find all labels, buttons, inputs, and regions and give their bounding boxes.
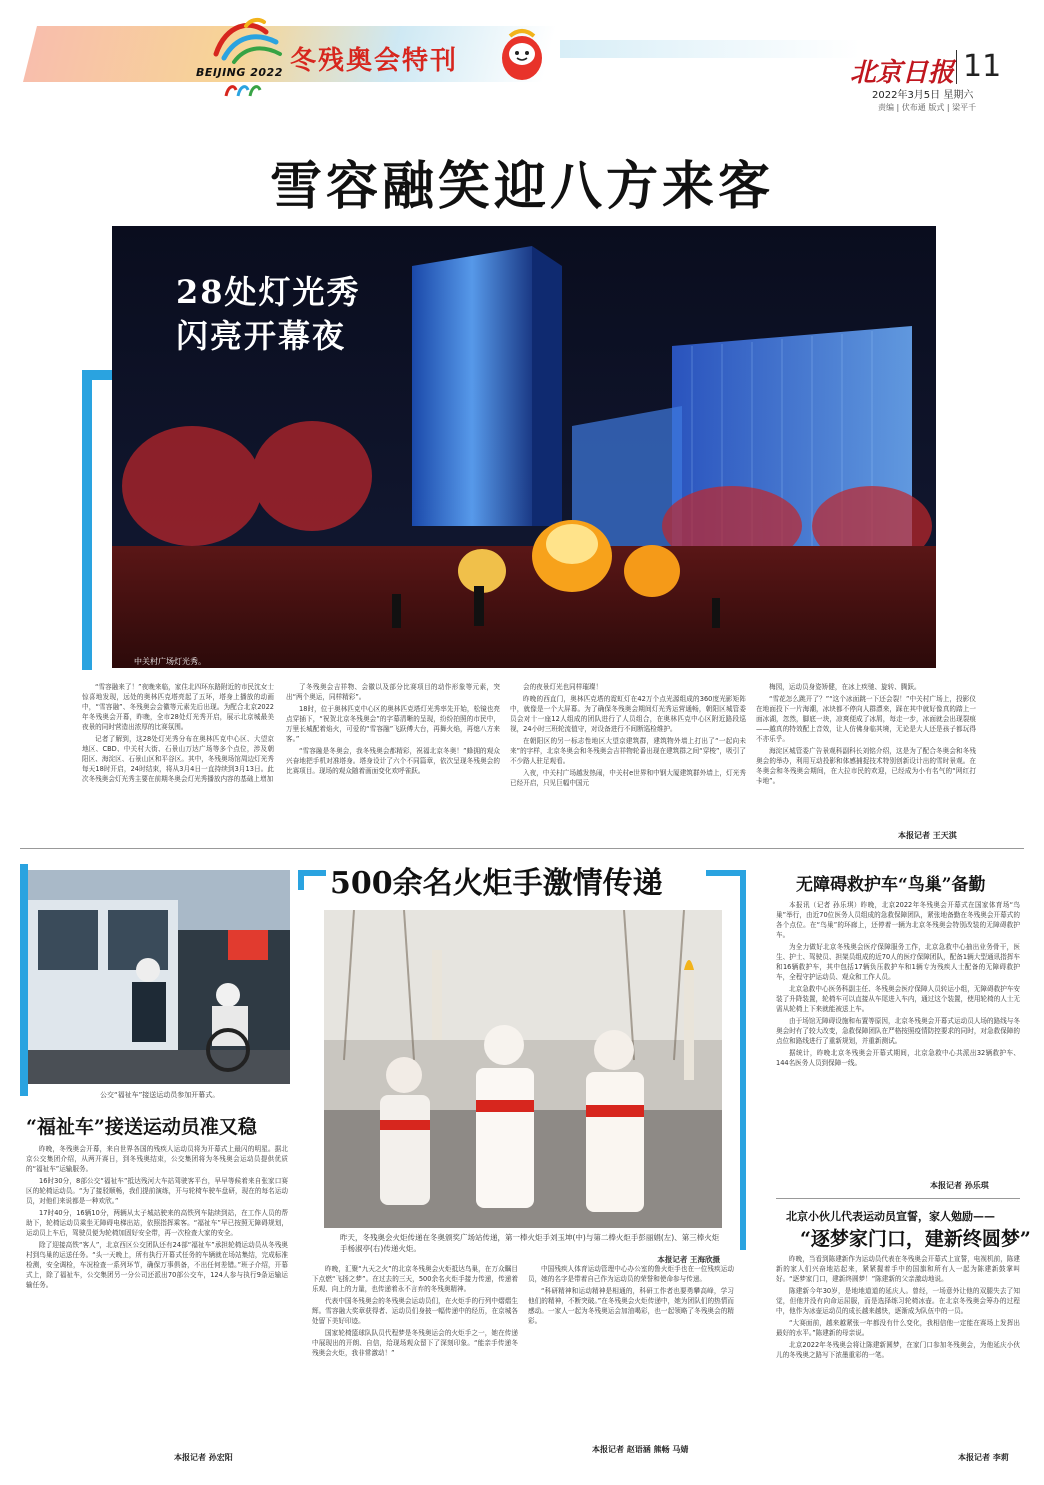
story5-byline: 本报记者 李莉: [958, 1453, 1009, 1462]
story5-kicker: 北京小伙儿代表运动员宣誓，家人勉励——: [786, 1210, 995, 1223]
photo-frame-accent: [82, 370, 92, 670]
paragraph: “雪容融是冬奥会，我冬残奥会都精彩，祝福北京冬奥！”蜂拥的观众兴奋地把手机对准塔身。塔身设计了六个不同篇章，依次呈现冬残奥会的比赛项目。现场的观众随着画面变化欢呼雀跃。: [286, 747, 500, 775]
header-color-band-right: [560, 40, 860, 58]
paragraph: 陈建新今年30岁，是地地道道的延庆人。曾经，一场意外让他的双腿失去了知觉，但他并没有向命运屈服，而是选择练习轮椅冰壶。在北京冬残奥会筹办的过程中，他作为冰壶运动员的成长越来越快，逐渐成为队伍中的一员。: [776, 1287, 1020, 1315]
paragraph: 梅园，运动员身姿矫健，在冰上疾驰、旋转、腾跃。: [769, 683, 921, 691]
paragraph: 北京急救中心医务科副主任、冬残奥会医疗保障人员转运小组，无障碍救护车安装了升降装置，轮椅车可以直接从车尾进入车内，通过这个装置，使用轮椅的人士无需从轮椅上下来就能被送上车。: [776, 985, 1020, 1013]
story3-byline: 本报记者 赵语涵 熊畅 马婧: [592, 1445, 689, 1454]
paragraph: “雪容融来了！”夜晚来临，家住北四环东路附近的市民沈女士惊喜地发现，远处的奥林匹克塔亮起了五环，塔身上播放的动画中，“雪容融”、冬残奥会会徽等元素先后出现。为配合北京2022年冬残奥会开幕，昨晚，全市28处灯光秀开启，展示北京城最美夜景的同时营造出浓厚的比赛氛围。: [82, 683, 274, 731]
paragraph: 海淀区城管委广告景观科副科长刘铭介绍，这是为了配合冬奥会和冬残奥会的举办，利用互动投影和体感捕捉技术特别创新设计出的雪时景观。在冬奥会和冬残奥会期间，在大拉市民的欢迎，已经成为小有名气的“网红打卡地”。: [756, 747, 976, 785]
story2-body: [26, 1144, 288, 1442]
paragraph: 17时40分，16辆10分，两辆从太子城站驶来的高铁列车陆续到站，在工作人员的帮助下，轮椅运动员乘坐无障碍电梯出站，依照指挥乘客。“福祉车”早已按照无障碍规划，运动员上车后，驾驶员便为轮椅加固好安全带，再一次检查大家的安全。: [26, 1209, 288, 1237]
paragraph: 昨晚的西直门，奥林匹克塔的霓虹灯在42万个点光源组成的360度光影矩阵中，就像是一个大屏幕。为了确保冬残奥会期间灯光秀运营通畅，朝阳区城管委员会对十一座12人组成的团队进行了人员组合，在奥林匹克中心区附近路段巡视，24小时三班轮流值守，对设备进行不间断巡检维护。: [510, 695, 746, 733]
paragraph: 为全力做好北京冬残奥会医疗保障服务工作，北京急救中心抽出业务骨干，医生、护士、驾驶员、担架员组成的近70人的医疗保障团队，配备1辆大型通讯指挥车和16辆救护车，其中包括17辆负压救护车和1辆专为残疾人士配备的无障碍救护车，全程守护运动员、观众和工作人员。: [776, 943, 1020, 981]
shuey-rhon-rhon-mascot-icon: [496, 24, 548, 84]
paragraph: 由于场馆无障碍设施和布置等原因，北京冬残奥会开幕式运动员人场的路线与冬奥会时有了较大改变，急救保障团队在严格按照疫情防控要求的同时，对急救保障的点位和路线进行了重新规划，并重新测试。: [776, 1017, 1020, 1045]
story1-column-4: [756, 682, 976, 826]
paragraph: 入夜，中关村广场越发热闹，中关村e世界和中钢大厦建筑群外墙上，灯光秀已经开启，只见巨幅中国元: [510, 769, 746, 787]
paragraph: 在朝阳区的另一标志性地区大望京建筑群，建筑物外墙上打出了“一起向未来”的字样，北京冬奥会和冬残奥会吉祥物轮番出现在建筑群之间“穿梭”，吸引了不少路人驻足观看。: [510, 737, 746, 765]
paragraph: 18时，位于奥林匹克中心区的奥林匹克塔灯光秀率先开始，松镜也亮点穿插下，“祝贺北京冬残奥会”的字幕清晰的呈现，纷纷拍照的市民中，万里长城配着焰火，可爱的“雪容融”飞跃傅大台，再舞火焰，再熄八方来客。”: [286, 705, 500, 743]
story3-caption-text: 昨天，冬残奥会火炬传递在冬奥颁奖广场站传递，第一棒火炬手刘玉坤(中)与第二棒火炬手彭丽娟(左)、第三棒火炬手杨淑亭(右)传递火炬。: [340, 1233, 720, 1253]
paragraph: 昨晚，汇聚“九天之火”的北京冬残奥会火炬抵达鸟巢，在万众瞩目下点燃“飞扬之梦”。在过去的三天，500余名火炬手接力传递，传递着乐观、向上的力量，也传递着永不言弃的冬残奥精神。: [312, 1265, 518, 1293]
paralympic-agitos-icon: [222, 82, 262, 100]
photo-frame-accent-left: [20, 864, 28, 1096]
newspaper-masthead: 北京日报: [850, 58, 955, 88]
page-headline: 雪容融笑迎八方来客: [269, 157, 774, 217]
paragraph: “科研精神和运动精神是相通的，科研工作者也要勇攀高峰，学习他们的精神，不断突破。”在冬残奥会火炬传递中，她为团队们的热情而感动。一家人一起为冬残奥运会加油喝彩，也一起领略了冬残奥会的精彩。: [528, 1287, 734, 1325]
photo-frame-accent: [298, 870, 304, 890]
story4-body: [776, 900, 1020, 1190]
torch-relay-photo: [324, 910, 722, 1228]
story1-subtitle: [176, 270, 361, 358]
story2-byline: 本报记者 孙宏阳: [174, 1453, 233, 1462]
section-divider: [20, 848, 1024, 849]
paragraph: 本报讯（记者 孙乐琪）昨晚，北京2022年冬残奥会开幕式在国家体育场“鸟巢”举行，由近70位医务人员组成的急救保障团队，紧张地备勤在冬残奥会开幕式的各个点位。在“鸟巢”的环廊上，还停着一辆为北京冬残奥会特别改装的无障碍救护车。: [776, 901, 1020, 939]
paragraph: 了冬残奥会吉祥物、会徽以及部分比赛项目的动作形象等元素，突出“两个奥运，同样精彩”。: [286, 683, 500, 701]
story3-column-2: [528, 1264, 734, 1434]
story5-title: “逐梦家门口，建新终圆梦”: [800, 1228, 1031, 1250]
paragraph: 代表中国冬残奥会的冬残奥会运动员们，在火炬手的行列中熠熠生辉。雪容融大奖章获得者、运动员们身披一幅传递中的经历，在京城各处留下美好印迹。: [312, 1297, 518, 1325]
paragraph: 北京2022年冬残奥会将让陈建新圆梦，在家门口参加冬残奥会，为他延庆小伙儿的冬残奥之路写下浓墨重彩的一笔。: [776, 1341, 1020, 1359]
story1-column-1: [82, 682, 274, 838]
bus-boarding-photo: [28, 870, 290, 1084]
paragraph: 除了迎接高铁“客人”，北京西区公交团队还有24部“福祉车”承担轮椅运动员从冬残奥村到鸟巢的运送任务。“头一天晚上，所有执行开幕式任务的车辆就在场站集结，完成标准检测，安全调检，车况检查一系列环节，确保万事俱备，不出任何差错。”班子介绍，开幕式上，除了福祉车，公交集团另一分公司还派出70部公交车，124人参与执行9条运输运输任务。: [26, 1241, 288, 1289]
paragraph: 中国残疾人体育运动管理中心办公室的鲁火炬手也在一位残疾运动员，她的名字是带着自己作为运动员的荣誉和使命参与传递。: [528, 1265, 734, 1283]
story1-photo-caption: 中关村广场灯光秀。: [134, 657, 206, 666]
section-divider: [776, 1198, 1020, 1199]
paragraph: 记者了解到，这28处灯光秀分布在奥林匹克中心区、大望京地区、CBD、中关村大街、石景山万达广场等多个点位，涉及朝阳区、海淀区、石景山区和平谷区。其中，冬残奥场馆周边灯光秀每天18时开启，24时结束，将从3月4日一直持续到3月13日。此次冬残奥会灯光秀主要在前期冬奥会灯光秀播放内容的基础上增加: [82, 735, 274, 783]
special-section-title: 冬残奥会特刊: [290, 46, 459, 76]
issue-date: 2022年3月5日 星期六: [872, 90, 974, 101]
story1-subtitle-line1: 28处灯光秀: [176, 273, 361, 311]
story5-body: [776, 1254, 1020, 1444]
paragraph: “雪花怎么跳开了？”“这个冰面跳一下还会裂！”中关村广场上，投影仪在地面投下一片海潮，冰块都不停向人群漂来，踩在其中就好像真的踏上一面冰湖，忽然，脚底一块，凉爽便成了冰屑，每走一步，冰面就会出现裂痕——越真的特效配上音效，让人仿佛身临其境，无论是大人还是孩子都玩得不亦乐乎。: [756, 695, 976, 743]
story1-byline: 本报记者 王天淇: [898, 831, 957, 840]
paragraph: 会的夜景灯光也同样璀璨！: [523, 683, 603, 691]
story2-photo-caption: 公交“福祉车”接送运动员参加开幕式。: [100, 1091, 220, 1099]
story4-byline: 本报记者 孙乐琪: [930, 1181, 989, 1190]
story3-photo-credit: 本报记者 王海欣摄: [657, 1255, 720, 1264]
story3-column-1: [312, 1264, 518, 1450]
paragraph: 国家轮椅篮球队队员代程梦是冬残奥运会的火炬手之一，她在传递中展现出的开朗、自信，给现场观众留下了深刻印象。“能亲手传递冬残奥会火炬，我非常激动！”: [312, 1329, 518, 1357]
paragraph: 16时30分，8部公交“福祉车”抵达残河大车站驾驶客平台，早早等候着来自张家口赛区的轮椅运动员。“为了接驳顺畅，我们提前演练，开与轮椅车驶车盘研，现在的每名运动员，对他们来说都是一种欢欣。”: [26, 1177, 288, 1205]
story1-column-2: [286, 682, 500, 838]
beijing-2022-logo-text: BEIJING 2022: [196, 66, 283, 79]
paragraph: 昨晚，当看到陈建新作为运动员代表在冬残奥会开幕式上宣誓，电视机前，陈建新的家人们兴奋地站起来，紧紧握着手中的国旗和所有人一起为陈建新鼓掌叫好。“逐梦家门口，建新终圆梦！”陈建新的父亲激动地说。: [776, 1255, 1020, 1283]
beijing-2022-paralympic-logo-icon: [206, 14, 286, 66]
story2-title: “福祉车”接送运动员准又稳: [26, 1116, 257, 1138]
editor-credits: 责编 | 伏布通 版式 | 梁平千: [878, 103, 977, 112]
paragraph: 昨晚，冬残奥会开幕，来自世界各国的残疾人运动员将为开幕式上最闪的明星。据北京公交集团介绍，从两开赛日，到冬残奥结束，公交集团将为冬残奥会运动员提供优质的“福祉车”运输服务。: [26, 1145, 288, 1173]
paragraph: “大赛面前，越来越紧张一年都没有什么变化，我相信他一定能在赛场上发挥出最好的水平。”陈建新的母亲说。: [776, 1319, 1020, 1337]
photo-frame-accent: [740, 870, 746, 1250]
story4-title: 无障碍救护车“鸟巢”备勤: [796, 875, 986, 895]
page-number: 11: [956, 50, 1001, 84]
story1-subtitle-line2: 闪亮开幕夜: [176, 317, 347, 355]
paragraph: 据统计，昨晚北京冬残奥会开幕式期间，北京急救中心共派出32辆救护车、144名医务人员到保障一线。: [776, 1049, 1020, 1067]
story3-title: 500余名火炬手激情传递: [330, 866, 663, 901]
story3-photo-caption: [340, 1232, 720, 1265]
story1-column-3: [510, 682, 746, 838]
